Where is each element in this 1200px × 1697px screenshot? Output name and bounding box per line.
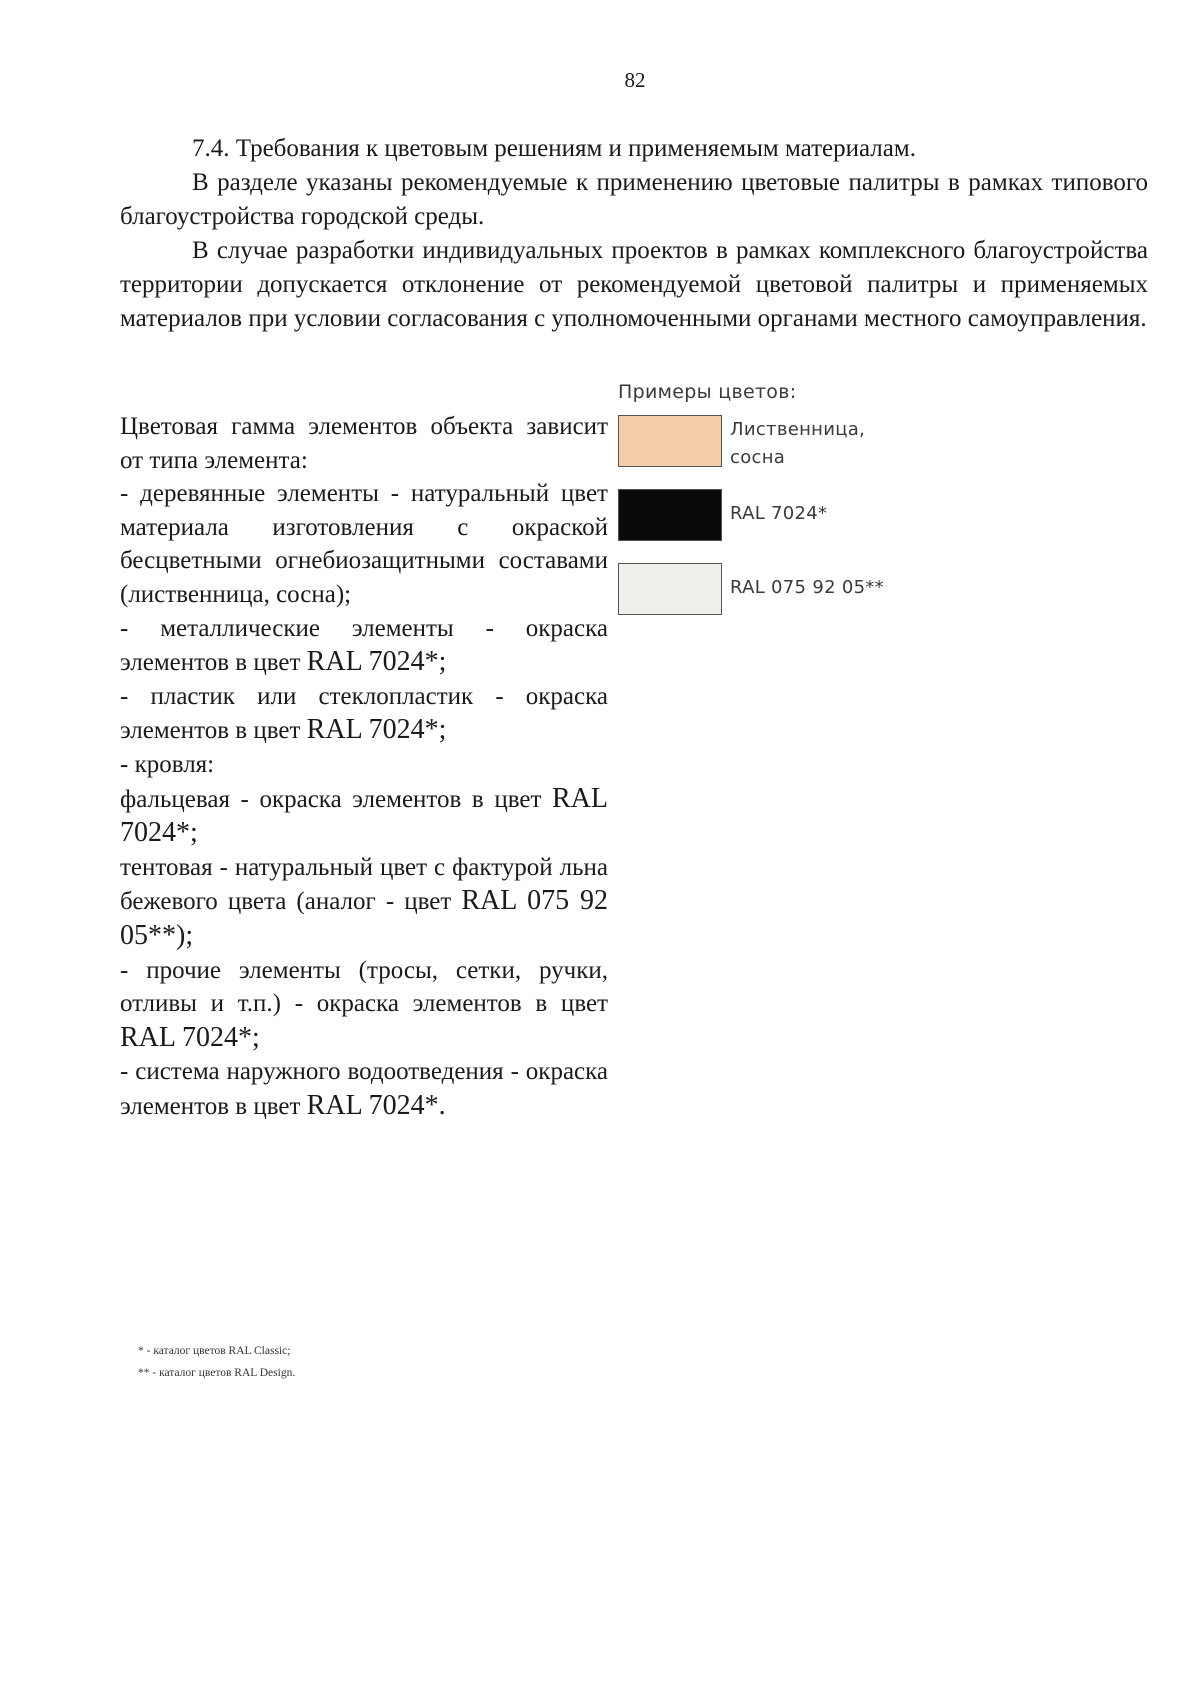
item-plastic-text: - пластик или стеклопластик - окраска элементов в цвет bbox=[120, 682, 608, 745]
swatch-label-ral-design: RAL 075 92 05** bbox=[730, 577, 884, 598]
item-tent-ral: RAL 075 92 05**); bbox=[120, 885, 608, 951]
color-requirements-list bbox=[120, 410, 608, 1123]
item-plastic bbox=[120, 680, 608, 748]
swatch-row-ral-7024 bbox=[617, 489, 937, 541]
swatch-row-wood bbox=[617, 415, 937, 467]
swatch-label-ral-7024: RAL 7024* bbox=[730, 503, 828, 524]
item-seam-ral: RAL 7024*; bbox=[120, 782, 608, 849]
item-drainage bbox=[120, 1055, 608, 1123]
item-metal bbox=[120, 612, 608, 680]
item-roof: - кровля: bbox=[120, 750, 215, 778]
color-swatch-ral-7024 bbox=[618, 489, 722, 541]
item-drainage-ral: RAL 7024*. bbox=[306, 1089, 446, 1121]
item-other-text: - прочие элементы (тросы, сетки, ручки, отливы и т.п.) - окраска элементов в цвет bbox=[120, 956, 608, 1018]
section-body bbox=[120, 132, 1148, 336]
swatch-row-ral-design bbox=[617, 563, 937, 615]
item-plastic-ral: RAL 7024*; bbox=[306, 714, 447, 746]
paragraph-palettes: В разделе указаны рекомендуемые к применению цветовые палитры в рамках типового благоустройства городской среды. bbox=[120, 169, 1148, 230]
color-examples-title: Примеры цветов: bbox=[618, 381, 797, 403]
item-other-ral: RAL 7024*; bbox=[120, 1021, 260, 1053]
swatch-label-wood: Лиственница, сосна bbox=[730, 419, 866, 468]
color-swatch-ral-design bbox=[618, 563, 722, 615]
color-examples-panel bbox=[617, 381, 937, 637]
section-heading: 7.4. Требования к цветовым решениям и применяемым материалам. bbox=[192, 135, 916, 162]
footnotes bbox=[138, 1340, 295, 1384]
page-number: 82 bbox=[624, 68, 646, 92]
color-swatch-wood bbox=[618, 415, 722, 467]
footnote-ral-design: ** - каталог цветов RAL Design. bbox=[138, 1367, 296, 1379]
paragraph-deviation: В случае разработки индивидуальных проектов в рамках комплексного благоустройства территории допускается отклонение от рекомендуемой цветовой палитры и применяемых материалов при условии согласования с уполномоченными органами местного самоуправления. bbox=[120, 237, 1148, 332]
item-metal-text: - металлические элементы - окраска элементов в цвет bbox=[120, 614, 608, 677]
item-wood: - деревянные элементы - натуральный цвет материала изготовления с окраской бесцветными огнебиозащитными составами (лиственница, сосна); bbox=[120, 480, 608, 608]
footnote-ral-classic: * - каталог цветов RAL Classic; bbox=[138, 1345, 291, 1357]
item-other bbox=[120, 954, 608, 1056]
intro-text: Цветовая гамма элементов объекта зависит от типа элемента: bbox=[120, 413, 608, 474]
item-metal-ral: RAL 7024*; bbox=[306, 646, 447, 678]
item-seam-text: фальцевая - окраска элементов в цвет bbox=[120, 785, 552, 813]
item-drainage-text: - система наружного водоотведения - окраска элементов в цвет bbox=[120, 1058, 608, 1120]
item-seam-roof bbox=[120, 782, 608, 851]
item-tent-text: тентовая - натуральный цвет с фактурой льна бежевого цвета (аналог - цвет bbox=[120, 853, 608, 916]
item-tent-roof bbox=[120, 851, 608, 954]
